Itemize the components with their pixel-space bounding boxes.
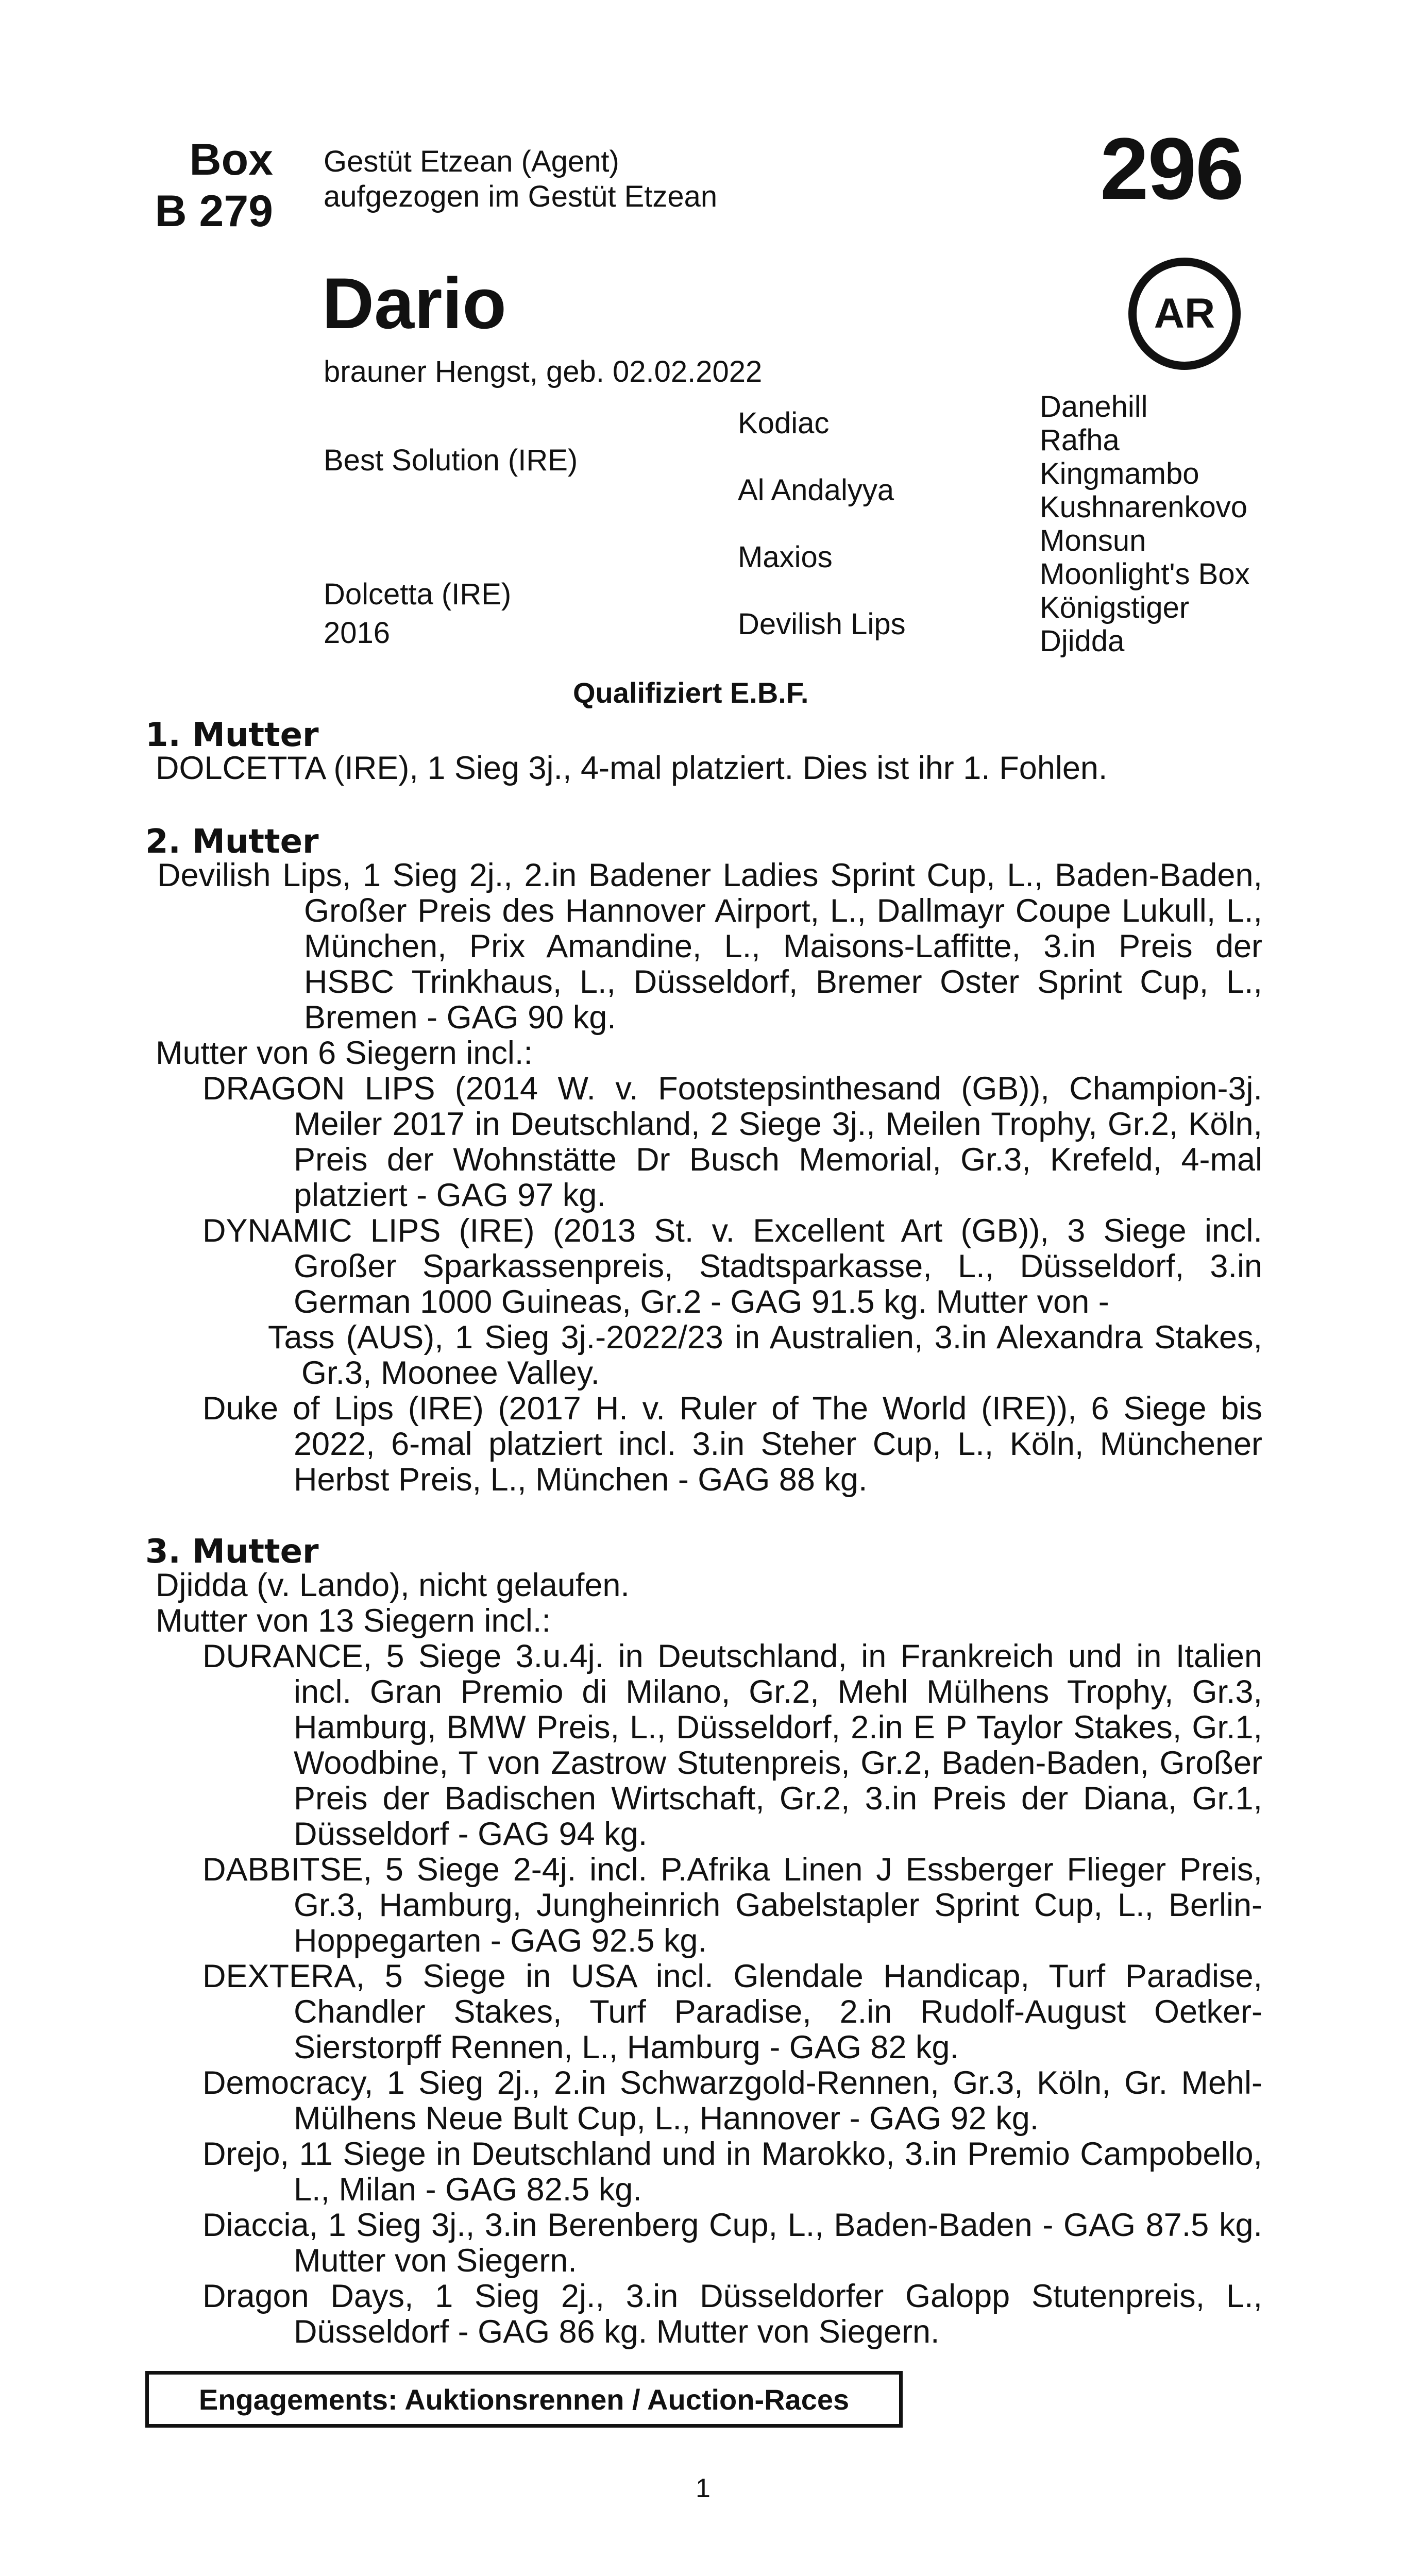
produce-entry: Duke of Lips (IRE) (2017 H. v. Ruler of The World (IRE)), 6 Siege bis 2022, 6-mal platziert incl. 3.in Steher Cup, L., Köln, Münchener Herbst Preis, L., München - GAG 88 kg. — [202, 1391, 1262, 1498]
produce-entry: DABBITSE, 5 Siege 2-4j. incl. P.Afrika Linen J Essberger Flieger Preis, Gr.3, Hamburg, Jungheinrich Gabelstapler Sprint Cup, L., Berlin-Hoppegarten - GAG 92.5 kg. — [202, 1852, 1262, 1959]
first-dam-text: DOLCETTA (IRE), 1 Sieg 3j., 4-mal platziert. Dies ist ihr 1. Fohlen. — [156, 750, 1108, 786]
produce-entry: Drejo, 11 Siege in Deutschland und in Marokko, 3.in Premio Campobello, L., Milan - GAG 82.5 kg. — [202, 2136, 1262, 2208]
pedigree-sire: Best Solution (IRE) — [324, 444, 578, 477]
second-dam-entry: Devilish Lips, 1 Sieg 2j., 2.in Badener Ladies Sprint Cup, L., Baden-Baden, Großer Preis des Hannover Airport, L., Dallmayr Coupe Lukull, L., München, Prix Amandine, L., Maisons-Laffitte, 3.in Preis der HSBC Trinkhaus, L., Düsseldorf, Bremer Oster Sprint Cup, L., Bremen - GAG 90 kg. — [157, 857, 1262, 1036]
produce-entry: DURANCE, 5 Siege 3.u.4j. in Deutschland, in Frankreich und in Italien incl. Gran Premio di Milano, Gr.2, Mehl Mülhens Trophy, Gr.3, Hamburg, BMW Preis, L., Düsseldorf, 2.in E P Taylor Stakes, Gr.1, Woodbine, T von Zastrow Stutenpreis, Gr.2, Baden-Baden, Großer Preis der Badischen Wirtschaft, Gr.2, 3.in Preis der Diana, Gr.1, Düsseldorf - GAG 94 kg. — [202, 1638, 1262, 1852]
pedigree-grandparent: Devilish Lips — [738, 607, 906, 641]
third-dam-produce-intro: Mutter von 13 Siegern incl.: — [156, 1603, 551, 1639]
pedigree-great-grandparent: Moonlight's Box — [1040, 557, 1250, 591]
horse-description: brauner Hengst, geb. 02.02.2022 — [324, 355, 763, 388]
engagements-box — [145, 2371, 903, 2428]
pedigree-great-grandparent: Königstiger — [1040, 591, 1190, 624]
page-number: 1 — [696, 2473, 711, 2503]
pedigree-dam-year: 2016 — [324, 616, 391, 650]
produce-entry: DYNAMIC LIPS (IRE) (2013 St. v. Excellent Art (GB)), 3 Siege incl. Großer Sparkassenpreis, Stadtsparkasse, L., Düsseldorf, 3.in German 1000 Guineas, Gr.2 - GAG 91.5 kg. Mutter von - — [202, 1213, 1262, 1320]
bred-by: aufgezogen im Gestüt Etzean — [324, 180, 718, 213]
pedigree-great-grandparent: Kushnarenkovo — [1040, 490, 1248, 524]
second-dam-produce-intro: Mutter von 6 Siegern incl.: — [156, 1035, 533, 1071]
pedigree-grandparent: Al Andalyya — [738, 473, 894, 507]
produce-entry: Dragon Days, 1 Sieg 2j., 3.in Düsseldorfer Galopp Stutenpreis, L., Düsseldorf - GAG 86 kg. Mutter von Siegern. — [202, 2278, 1262, 2350]
pedigree-grandparent: Kodiac — [738, 406, 830, 440]
engagements-label: Engagements: Auktionsrennen / Auction-Races — [198, 2383, 850, 2416]
first-dam-entry — [156, 751, 1289, 786]
box-number: B 279 — [155, 187, 273, 236]
pedigree-great-grandparent: Monsun — [1040, 524, 1146, 557]
ar-badge — [1128, 258, 1241, 370]
produce-entry: DRAGON LIPS (2014 W. v. Footstepsinthesand (GB)), Champion-3j. Meiler 2017 in Deutschland, 2 Siege 3j., Meilen Trophy, Gr.2, Köln, Preis der Wohnstätte Dr Busch Memorial, Gr.3, Krefeld, 4-mal platziert - GAG 97 kg. — [202, 1071, 1262, 1213]
pedigree-dam: Dolcetta (IRE) — [324, 578, 512, 611]
lot-number: 296 — [1100, 120, 1243, 218]
first-dam-heading: 1. Mutter — [145, 716, 319, 754]
qualification: Qualifiziert E.B.F. — [573, 676, 809, 709]
box-label: Box — [189, 135, 273, 184]
pedigree-great-grandparent: Djidda — [1040, 624, 1125, 658]
produce-entry: Tass (AUS), 1 Sieg 3j.-2022/23 in Australien, 3.in Alexandra Stakes, Gr.3, Moonee Valley. — [268, 1319, 1262, 1391]
pedigree-grandparent: Maxios — [738, 540, 833, 574]
third-dam-heading: 3. Mutter — [145, 1533, 319, 1571]
pedigree-great-grandparent: Kingmambo — [1040, 457, 1199, 490]
consignor: Gestüt Etzean (Agent) — [324, 145, 619, 178]
produce-entry: Democracy, 1 Sieg 2j., 2.in Schwarzgold-Rennen, Gr.3, Köln, Gr. Mehl-Mülhens Neue Bult Cup, L., Hannover - GAG 92 kg. — [202, 2065, 1262, 2137]
ar-badge-label: AR — [1154, 290, 1215, 337]
pedigree-great-grandparent: Danehill — [1040, 390, 1148, 423]
pedigree-great-grandparent: Rafha — [1040, 423, 1120, 457]
produce-entry: Diaccia, 1 Sieg 3j., 3.in Berenberg Cup, L., Baden-Baden - GAG 87.5 kg. Mutter von Siegern. — [202, 2207, 1262, 2279]
third-dam-entry: Djidda (v. Lando), nicht gelaufen. — [156, 1567, 630, 1603]
second-dam-heading: 2. Mutter — [145, 823, 319, 861]
produce-entry: DEXTERA, 5 Siege in USA incl. Glendale Handicap, Turf Paradise, Chandler Stakes, Turf Paradise, 2.in Rudolf-August Oetker-Sierstorpff Rennen, L., Hamburg - GAG 82 kg. — [202, 1958, 1262, 2065]
horse-name: Dario — [322, 263, 506, 344]
